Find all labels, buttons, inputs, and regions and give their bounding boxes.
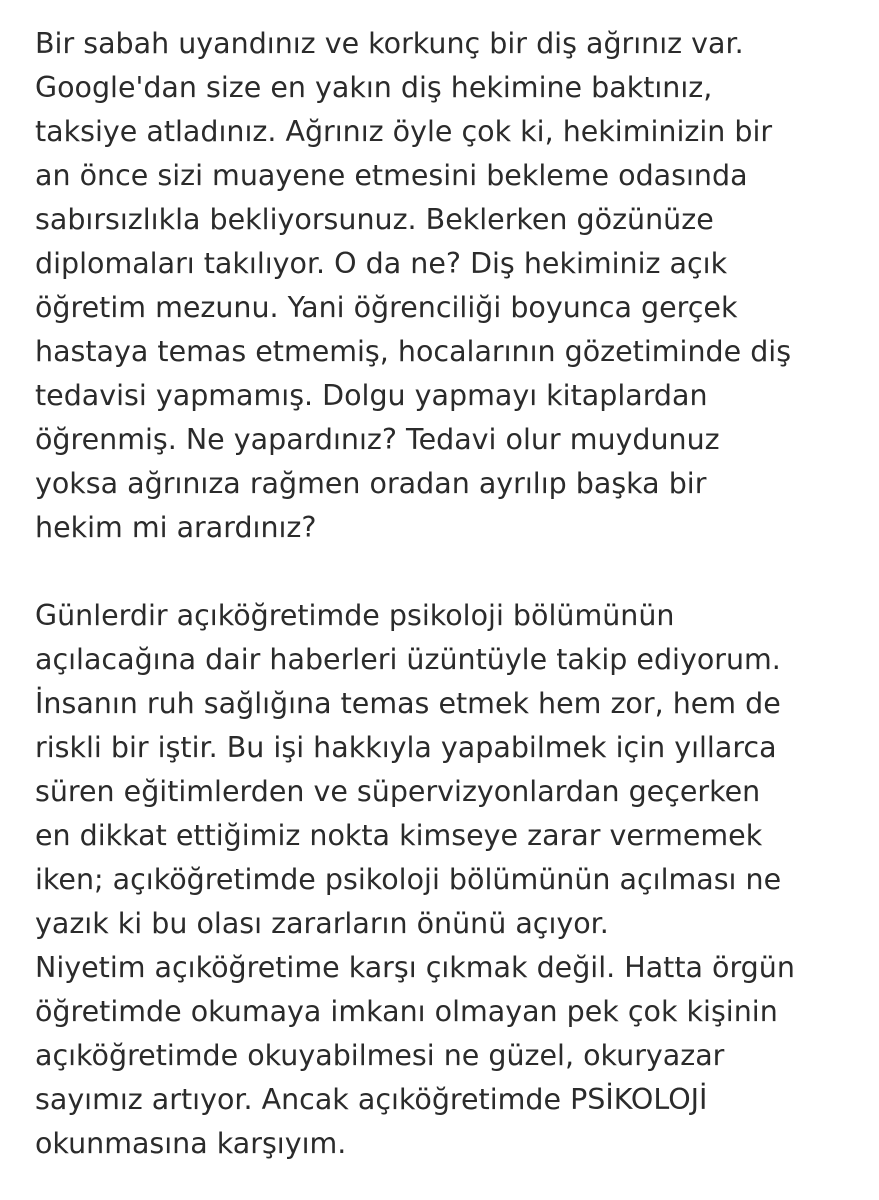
text-line: açılacağına dair haberleri üzüntüyle takip ediyorum. <box>35 643 781 676</box>
paragraph-spacer <box>35 550 865 594</box>
text-line: yoksa ağrınıza rağmen oradan ayrılıp başka bir <box>35 467 707 500</box>
paragraph-1 <box>35 22 865 550</box>
text-line: taksiye atladınız. Ağrınız öyle çok ki, hekiminizin bir <box>35 115 773 148</box>
text-line: açıköğretimde okuyabilmesi ne güzel, okuryazar <box>35 1039 725 1072</box>
text-line: öğretim mezunu. Yani öğrenciliği boyunca gerçek <box>35 291 738 324</box>
text-line: diplomaları takılıyor. O da ne? Diş hekiminiz açık <box>35 247 728 280</box>
text-line: tedavisi yapmamış. Dolgu yapmayı kitaplardan <box>35 379 708 412</box>
text-line: süren eğitimlerden ve süpervizyonlardan geçerken <box>35 775 761 808</box>
text-line: hastaya temas etmemiş, hocalarının gözetiminde diş <box>35 335 792 368</box>
paragraph-2 <box>35 594 865 1166</box>
text-line: riskli bir iştir. Bu işi hakkıyla yapabilmek için yıllarca <box>35 731 777 764</box>
text-line: okunmasına karşıyım. <box>35 1127 347 1160</box>
text-line: sabırsızlıkla bekliyorsunuz. Beklerken gözünüze <box>35 203 714 236</box>
text-line: Google'dan size en yakın diş hekimine baktınız, <box>35 71 713 104</box>
text-line: Niyetim açıköğretime karşı çıkmak değil. Hatta örgün <box>35 951 795 984</box>
text-line: Günlerdir açıköğretimde psikoloji bölümünün <box>35 599 675 632</box>
text-line: İnsanın ruh sağlığına temas etmek hem zor, hem de <box>35 687 781 720</box>
document-body <box>35 22 865 1166</box>
text-line: an önce sizi muayene etmesini bekleme odasında <box>35 159 748 192</box>
text-line: hekim mi arardınız? <box>35 511 317 544</box>
text-line: en dikkat ettiğimiz nokta kimseye zarar vermemek <box>35 819 763 852</box>
text-line: öğretimde okumaya imkanı olmayan pek çok kişinin <box>35 995 778 1028</box>
text-line: iken; açıköğretimde psikoloji bölümünün açılması ne <box>35 863 782 896</box>
text-line: sayımız artıyor. Ancak açıköğretimde PSİKOLOJİ <box>35 1083 708 1116</box>
text-line: öğrenmiş. Ne yapardınız? Tedavi olur muydunuz <box>35 423 720 456</box>
text-line: Bir sabah uyandınız ve korkunç bir diş ağrınız var. <box>35 27 744 60</box>
text-line: yazık ki bu olası zararların önünü açıyor. <box>35 907 609 940</box>
